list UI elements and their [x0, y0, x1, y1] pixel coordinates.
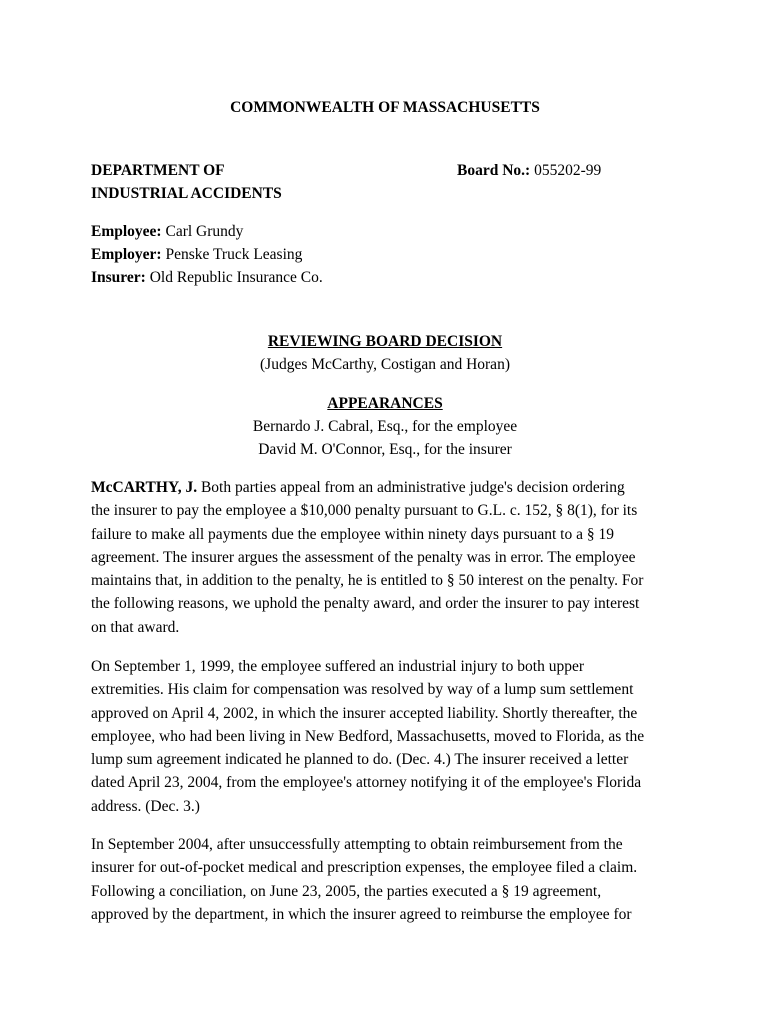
insurer-name: Old Republic Insurance Co. — [149, 269, 323, 286]
appearances-title: APPEARANCES — [327, 395, 443, 412]
paragraph-line: the insurer to pay the employee a $10,000 penalty pursuant to G.L. c. 152, § 8(1), for its — [91, 502, 638, 520]
paragraph-line: lump sum agreement indicated he planned to do. (Dec. 4.) The insurer received a letter — [91, 751, 629, 769]
appearance-line: Bernardo J. Cabral, Esq., for the employee — [252, 418, 518, 435]
decision-block — [0, 330, 770, 376]
parties-block — [91, 220, 323, 289]
appearances-block — [0, 392, 770, 461]
paragraph-line: insurer for out-of-pocket medical and prescription expenses, the employee filed a claim. — [91, 859, 638, 877]
paragraph-line: failure to make all payments due the employee within ninety days pursuant to a § 19 — [91, 525, 614, 543]
paragraph-line: McCARTHY, J. Both parties appeal from an administrative judge's decision ordering — [91, 479, 625, 496]
employer-line — [91, 243, 323, 266]
insurer-line — [91, 266, 323, 289]
appearance-line: David M. O'Connor, Esq., for the insurer — [258, 441, 512, 458]
paragraph-2 — [91, 655, 681, 818]
decision-title: REVIEWING BOARD DECISION — [267, 333, 503, 350]
paragraph-line: extremities. His claim for compensation was resolved by way of a lump sum settlement — [91, 681, 634, 699]
commonwealth-heading: COMMONWEALTH OF MASSACHUSETTS — [230, 99, 540, 116]
decision-judges: (Judges McCarthy, Costigan and Horan) — [260, 356, 510, 373]
board-number-label: Board No.: — [457, 162, 531, 179]
employer-label: Employer: — [91, 246, 162, 263]
paragraph-line: address. (Dec. 3.) — [91, 797, 200, 815]
paragraph-line: approved on April 4, 2002, in which the insurer accepted liability. Shortly thereafter, the — [91, 704, 638, 722]
paragraph-line: Following a conciliation, on June 23, 2005, the parties executed a § 19 agreement, — [91, 882, 602, 900]
paragraph-3 — [91, 833, 681, 926]
paragraph-line: on that award. — [91, 618, 180, 636]
employee-label: Employee: — [91, 223, 162, 240]
board-number-block — [457, 159, 601, 182]
paragraph-line: employee, who had been living in New Bedford, Massachusetts, moved to Florida, as the — [91, 727, 645, 745]
paragraph-line: In September 2004, after unsuccessfully attempting to obtain reimbursement from the — [91, 836, 623, 853]
employee-name: Carl Grundy — [165, 223, 244, 240]
department-heading — [91, 159, 282, 205]
paragraph-line: dated April 23, 2004, from the employee's attorney notifying it of the employee's Florida — [91, 774, 642, 792]
insurer-label: Insurer: — [91, 269, 146, 286]
employer-name: Penske Truck Leasing — [165, 246, 303, 263]
paragraph-line: On September 1, 1999, the employee suffered an industrial injury to both upper — [91, 658, 585, 675]
paragraph-line: agreement. The insurer argues the assessment of the penalty was in error. The employee — [91, 548, 636, 566]
paragraph-line: maintains that, in addition to the penalty, he is entitled to § 50 interest on the penalty. For — [91, 572, 644, 590]
paragraph-1 — [91, 476, 681, 639]
department-line-2: INDUSTRIAL ACCIDENTS — [91, 185, 282, 202]
author-lead: McCARTHY, J. — [91, 479, 198, 496]
board-number-value: 055202-99 — [534, 162, 602, 179]
paragraph-line: approved by the department, in which the insurer agreed to reimburse the employee for — [91, 905, 632, 923]
employee-line — [91, 220, 323, 243]
department-line-1: DEPARTMENT OF — [91, 162, 225, 179]
paragraph-line: the following reasons, we uphold the penalty award, and order the insurer to pay interest — [91, 595, 640, 613]
